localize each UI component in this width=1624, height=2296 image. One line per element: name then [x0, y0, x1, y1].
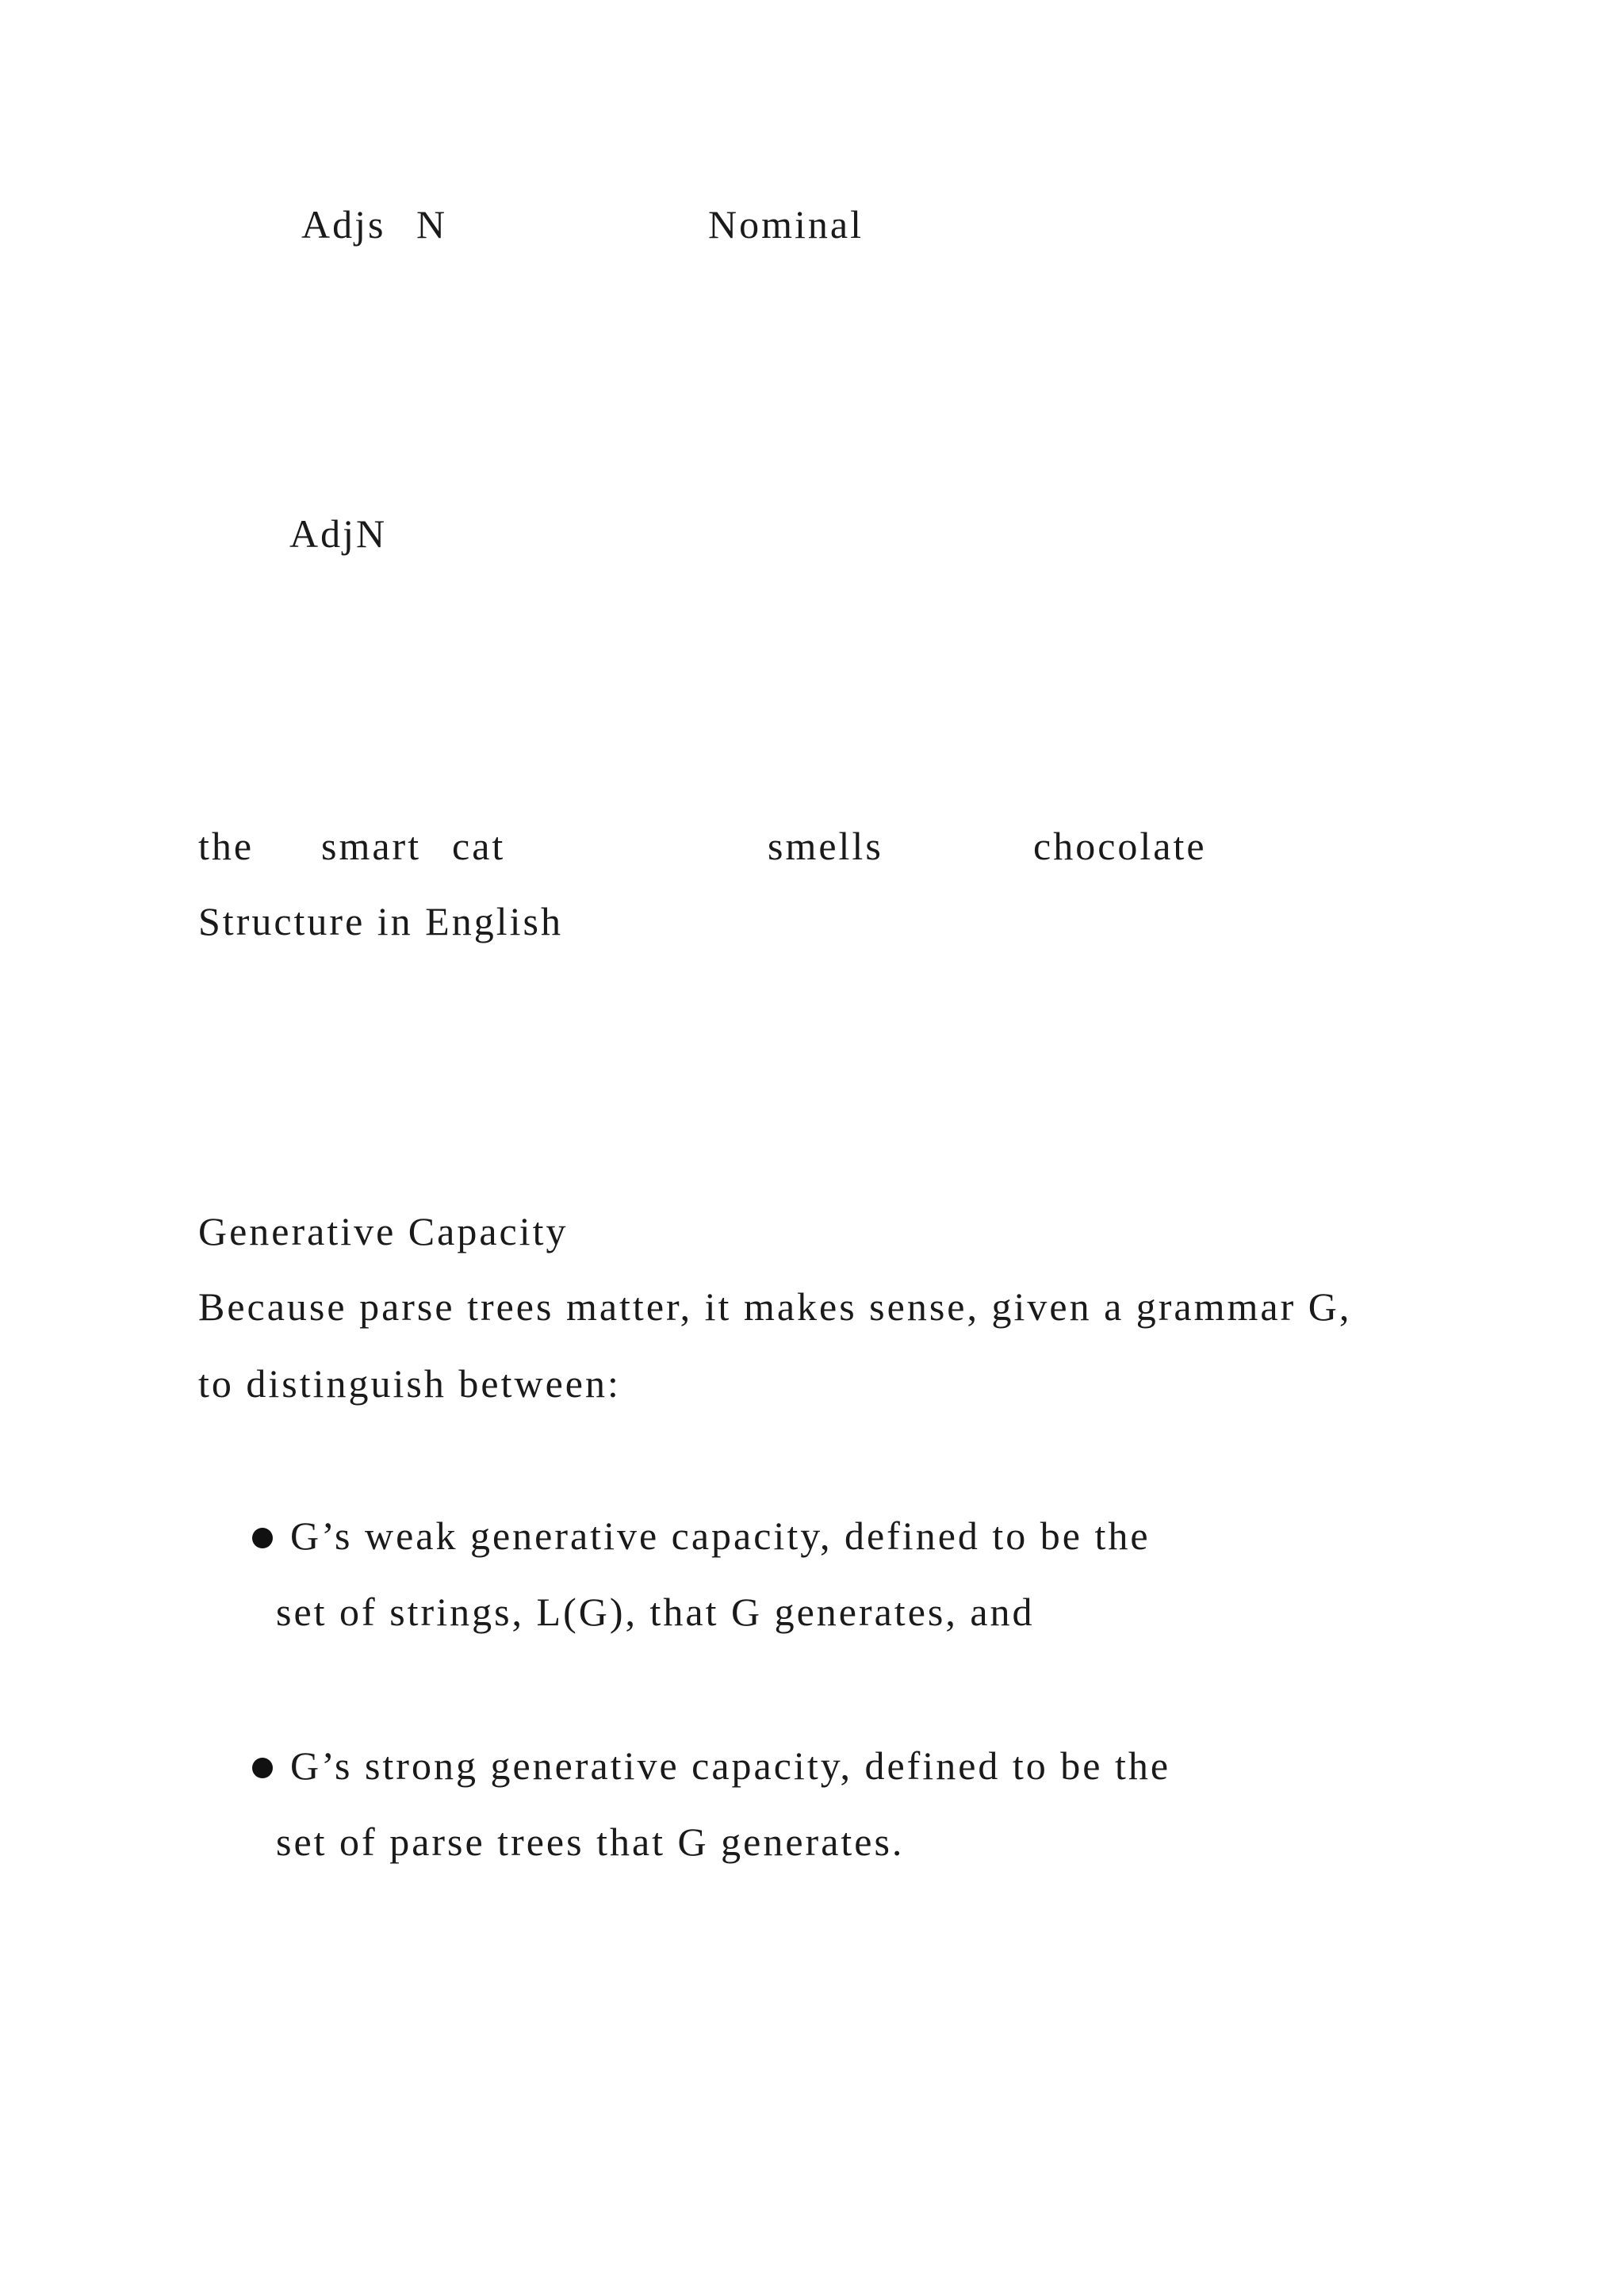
- word-chocolate: chocolate: [1033, 824, 1207, 868]
- word-smart: smart: [321, 824, 422, 868]
- section-heading: Generative Capacity: [198, 1209, 569, 1253]
- tree-label-adjs: Adjs: [301, 202, 386, 247]
- bullet-1-line-1: G’s weak generative capacity, defined to be the: [290, 1513, 1151, 1558]
- bullet-dot-icon: [252, 1528, 273, 1548]
- tree-label-n: N: [416, 202, 448, 247]
- tree-label-adjn: AdjN: [289, 511, 388, 556]
- intro-line-2: to distinguish between:: [198, 1361, 621, 1406]
- word-cat: cat: [452, 824, 506, 868]
- bullet-2-line-2: set of parse trees that G generates.: [276, 1820, 905, 1864]
- bullet-1-line-2: set of strings, L(G), that G generates, and: [276, 1590, 1035, 1634]
- figure-caption: Structure in English: [198, 899, 563, 943]
- tree-label-nominal: Nominal: [708, 202, 864, 247]
- word-the: the: [198, 824, 255, 868]
- bullet-dot-icon: [252, 1758, 273, 1778]
- intro-line-1: Because parse trees matter, it makes sense, given a grammar G,: [198, 1284, 1352, 1329]
- word-smells: smells: [768, 824, 883, 868]
- bullet-2-line-1: G’s strong generative capacity, defined to be the: [290, 1743, 1171, 1788]
